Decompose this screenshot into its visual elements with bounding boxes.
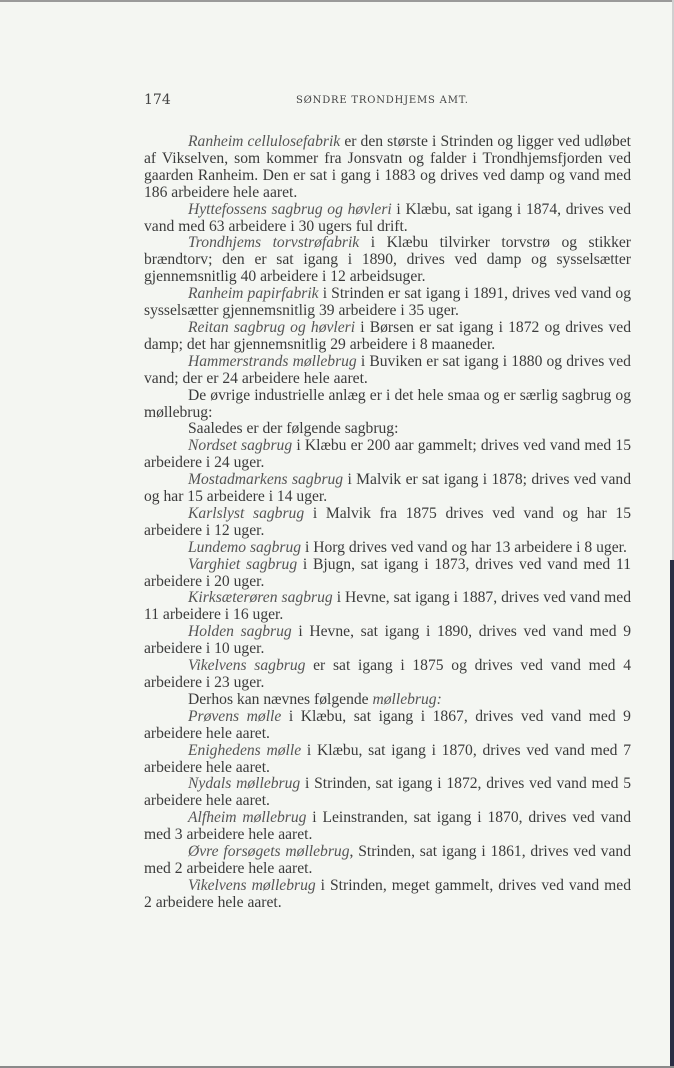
paragraph bbox=[144, 202, 631, 236]
paragraph bbox=[144, 421, 631, 438]
paragraph-text: i Klæbu, sat igang i 1867, drives ved vand med 9 arbeidere hele aaret. bbox=[144, 707, 631, 742]
paragraph bbox=[144, 472, 631, 506]
paragraph bbox=[144, 658, 631, 692]
paragraph bbox=[144, 320, 631, 354]
establishment-name: Mostadmarkens sagbrug bbox=[188, 471, 344, 489]
paragraph-text: i Strinden, sat igang i 1872, drives ved vand med 5 arbeidere hele aaret. bbox=[144, 775, 631, 810]
establishment-name: Vikelvens sagbrug bbox=[188, 657, 306, 675]
establishment-name: Karlslyst sagbrug bbox=[188, 504, 305, 522]
establishment-name: Nordset sagbrug bbox=[188, 437, 293, 455]
establishment-name: Hyttefossens sagbrug og høvleri bbox=[188, 200, 392, 218]
paragraph bbox=[144, 878, 631, 912]
paragraph-text: i Klæbu, sat igang i 1874, drives ved vand med 63 arbeidere i 30 ugers ful drift. bbox=[144, 200, 632, 235]
book-page bbox=[144, 92, 631, 912]
paragraph-text: i Klæbu, sat igang i 1870, drives ved vand med 7 arbeidere hele aaret. bbox=[144, 741, 632, 776]
paragraph-text: i Bjugn, sat igang i 1873, drives ved vand med 11 arbeidere i 20 uger. bbox=[144, 555, 631, 590]
paragraph-text: i Leinstranden, sat igang i 1870, drives ved vand med 3 arbeidere hele aaret. bbox=[144, 809, 631, 844]
paragraph-text: er sat igang i 1875 og drives ved vand med 4 arbeidere i 23 uger. bbox=[144, 657, 631, 691]
establishment-name: Varghiet sagbrug bbox=[188, 555, 298, 573]
establishment-name: Alfheim møllebrug bbox=[188, 809, 307, 827]
establishment-name: Enighedens mølle bbox=[188, 741, 302, 759]
paragraph-text: , Strinden, sat igang i 1861, drives ved vand med 2 arbeidere hele aaret. bbox=[144, 843, 631, 877]
running-title: SØNDRE TRONDHJEMS AMT. bbox=[296, 95, 469, 106]
page-number: 174 bbox=[144, 92, 171, 108]
paragraph bbox=[144, 692, 631, 709]
paragraph bbox=[144, 743, 631, 777]
paragraph-text: i Strinden er sat igang i 1891, drives ved vand og sysselsætter gjennemsnitlig 39 arbeidere i 35 uger. bbox=[144, 285, 631, 320]
paragraph-text: er den største i Strinden og ligger ved udløbet af Vikselven, som kommer fra Jonsvatn og falder i Trondhjemsfjorden ved gaarden Ranheim. Den er sat i gang i 1883 og drives ved damp og vand med 186 arbeidere hele aaret. bbox=[144, 133, 631, 201]
paragraph-text: i Klæbu er 200 aar gammelt; drives ved vand med 15 arbeidere i 24 uger. bbox=[144, 437, 631, 472]
paragraph bbox=[144, 388, 631, 422]
paragraph bbox=[144, 506, 631, 540]
establishment-name: Prøvens mølle bbox=[188, 707, 282, 725]
scan-right-shadow bbox=[670, 560, 674, 1068]
paragraph bbox=[144, 438, 631, 472]
paragraph-text: i Buviken er sat igang i 1880 og drives ved vand; der er 24 arbeidere hele aaret. bbox=[144, 352, 631, 387]
body-text bbox=[144, 134, 631, 912]
paragraph bbox=[144, 354, 631, 388]
establishment-name: Ranheim cellulosefabrik bbox=[188, 133, 341, 150]
paragraph bbox=[144, 134, 631, 202]
establishment-name: Vikelvens møllebrug bbox=[188, 876, 316, 894]
paragraph bbox=[144, 624, 631, 658]
paragraph-text: i Horg drives ved vand og har 13 arbeidere i 8 uger. bbox=[301, 538, 627, 556]
paragraph-text: De øvrige industrielle anlæg er i det hele smaa og er særlig sagbrug og møllebrug: bbox=[144, 386, 631, 421]
establishment-name: Holden sagbrug bbox=[188, 623, 292, 641]
establishment-name: Ranheim papirfabrik bbox=[188, 285, 319, 303]
establishment-name: Hammerstrands møllebrug bbox=[188, 352, 357, 370]
paragraph bbox=[144, 810, 631, 844]
establishment-name: Øvre forsøgets møllebrug bbox=[188, 843, 350, 861]
paragraph-text: i Hevne, sat igang i 1890, drives ved vand med 9 arbeidere i 10 uger. bbox=[144, 623, 631, 658]
establishment-name: Trondhjems torvstrøfabrik bbox=[188, 234, 360, 252]
section-term: møllebrug: bbox=[372, 690, 442, 708]
establishment-name: Reitan sagbrug og høvleri bbox=[188, 318, 356, 336]
establishment-name: Nydals møllebrug bbox=[188, 775, 301, 793]
paragraph bbox=[144, 235, 631, 286]
paragraph bbox=[144, 776, 631, 810]
paragraph bbox=[144, 590, 631, 624]
paragraph bbox=[144, 540, 631, 557]
paragraph-text: Saaledes er der følgende sagbrug: bbox=[188, 420, 399, 438]
scan-top-edge bbox=[0, 0, 674, 2]
paragraph-text: i Malvik fra 1875 drives ved vand og har 15 arbeidere i 12 uger. bbox=[144, 504, 631, 539]
paragraph-text: i Malvik er sat igang i 1878; drives ved vand og har 15 arbeidere i 14 uger. bbox=[144, 471, 631, 506]
paragraph bbox=[144, 844, 631, 878]
paragraph-text: i Hevne, sat igang i 1887, drives ved vand med 11 arbeidere i 16 uger. bbox=[144, 589, 631, 624]
establishment-name: Lundemo sagbrug bbox=[188, 538, 302, 556]
paragraph bbox=[144, 557, 631, 591]
paragraph-text: i Strinden, meget gammelt, drives ved vand med 2 arbeidere hele aaret. bbox=[144, 876, 632, 911]
establishment-name: Kirksæterøren sagbrug bbox=[188, 589, 333, 607]
paragraph bbox=[144, 709, 631, 743]
paragraph-text: Derhos kan nævnes følgende bbox=[188, 690, 373, 708]
running-head bbox=[144, 92, 631, 112]
paragraph-text: i Børsen er sat igang i 1872 og drives ved damp; det har gjennemsnitlig 29 arbeidere i 8 maaneder. bbox=[144, 318, 631, 353]
paragraph-text: i Klæbu tilvirker torvstrø og stikker brændtorv; den er sat igang i 1890, drives ved damp og sysselsætter gjennemsnitlig 40 arbeidere i 12 arbeidsuger. bbox=[144, 234, 631, 286]
paragraph bbox=[144, 286, 631, 320]
